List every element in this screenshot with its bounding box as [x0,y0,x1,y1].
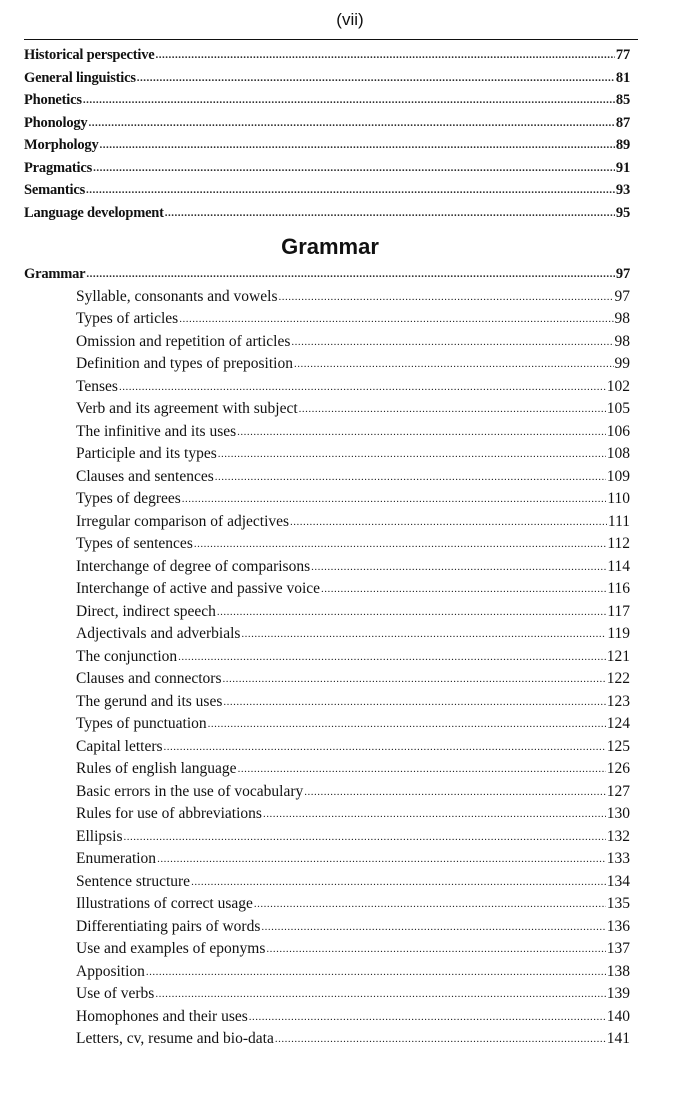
toc-entry-title: Omission and repetition of articles [76,332,291,350]
toc-entry-page: 141 [606,1030,630,1047]
toc-entry-title: Tenses [76,377,118,395]
toc-entry-title: Letters, cv, resume and bio-data [76,1030,274,1047]
toc-leader-dots [119,376,606,399]
toc-entry-page: 124 [606,715,630,732]
toc-subentry [24,353,630,376]
toc-leader-dots [275,1028,606,1051]
toc-subentry [24,623,630,646]
toc-leader-dots [299,398,606,421]
toc-entry-title: Rules for use of abbreviations [76,805,262,822]
toc-subentry [24,286,630,309]
toc-entry-title: Interchange of active and passive voice [76,580,321,597]
toc-entry-title: Clauses and sentences [76,467,214,485]
toc-entry-title: Adjectivals and adverbials [76,625,241,642]
toc-leader-dots [156,44,615,67]
toc-grammar-section [24,263,630,1051]
toc-entry-title: Direct, indirect speech [76,602,216,620]
toc-entry-page: 132 [606,827,630,845]
toc-entry-title: Language development [24,204,164,221]
toc-entry [24,134,630,157]
toc-entry-title: Types of punctuation [76,715,207,732]
toc-subentry [24,308,630,331]
toc-entry-page: 97 [615,266,630,282]
toc-entry-title: Definition and types of preposition [76,355,293,372]
toc-entry-title: Irregular comparison of adjectives [76,512,290,530]
toc-entry-page: 111 [607,512,630,530]
toc-subentry [24,578,630,601]
toc-entry-page: 109 [606,467,630,485]
toc-subentry [24,848,630,871]
toc-entry-page: 122 [606,670,630,687]
toc-entry-page: 98 [614,332,630,350]
toc-leader-dots [100,134,615,157]
toc-entry-page: 138 [606,962,630,980]
toc-entry-page: 121 [606,647,630,665]
toc-entry-page: 98 [614,310,630,327]
toc-entry-title: Enumeration [76,850,157,867]
toc-subentry [24,713,630,736]
toc-subentry [24,938,630,961]
toc-leader-dots [266,938,605,961]
toc-subentry [24,736,630,759]
toc-entry-title: Historical perspective [24,47,155,63]
toc-leader-dots [164,736,606,759]
toc-entry-page: 119 [607,625,630,642]
toc-leader-dots [86,263,614,286]
toc-entry-title: The conjunction [76,647,178,665]
toc-entry [24,89,630,112]
toc-subentry [24,781,630,804]
toc-leader-dots [179,308,613,331]
toc-entry-page: 87 [615,114,630,131]
toc-entry-title: Verb and its agreement with subject [76,400,298,417]
toc-entry-page: 139 [606,985,630,1002]
toc-entry-page: 108 [606,445,630,462]
toc-entry-title: Interchange of degree of comparisons [76,557,311,575]
toc-leader-dots [261,916,605,939]
toc-leader-dots [137,67,615,90]
toc-entry [24,112,630,135]
toc-entry-page: 93 [615,182,630,198]
toc-subentry [24,893,630,916]
toc-entry-title: Clauses and connectors [76,670,222,687]
toc-leader-dots [165,202,615,225]
toc-entry-page: 106 [606,422,630,440]
toc-entry-title: Basic errors in the use of vocabulary [76,782,304,800]
page-number: (vii) [336,10,364,29]
toc-leader-dots [215,466,606,489]
toc-entry-page: 137 [606,940,630,957]
toc-leader-dots [146,961,606,984]
toc-entry-page: 77 [615,47,630,63]
toc-leader-dots [191,871,606,894]
toc-entry-page: 99 [614,355,630,372]
toc-entry-page: 130 [606,805,630,822]
toc-subentry [24,983,630,1006]
toc-entry-title: Use and examples of eponyms [76,940,266,957]
section-heading-grammar: Grammar [281,234,379,259]
toc-leader-dots [254,893,606,916]
toc-leader-dots [83,89,615,112]
toc-entry [24,67,630,90]
toc-entry-page: 134 [606,872,630,890]
toc-leader-dots [223,691,605,714]
toc-entry-page: 136 [606,917,630,935]
toc-entry-main [24,263,630,286]
toc-subentry [24,421,630,444]
toc-entry-title: Grammar [24,266,86,282]
header-rule [24,39,638,40]
toc-leader-dots [86,179,615,202]
toc-leader-dots [182,488,607,511]
toc-subentry [24,331,630,354]
toc-leader-dots [249,1006,606,1029]
toc-leader-dots [241,623,606,646]
toc-entry-page: 105 [606,400,630,417]
toc-entry-title: Differentiating pairs of words [76,917,261,935]
toc-leader-dots [124,826,606,849]
toc-subentry [24,646,630,669]
toc-entry-page: 117 [607,602,630,620]
toc-entry-page: 81 [615,69,630,86]
toc-leader-dots [194,533,606,556]
toc-entry-title: Syllable, consonants and vowels [76,287,278,305]
toc-leader-dots [237,421,606,444]
toc-leader-dots [263,803,606,826]
toc-subentry [24,826,630,849]
toc-entry-title: Types of sentences [76,535,193,552]
toc-entry-page: 112 [607,535,630,552]
toc-entry-title: Homophones and their uses [76,1007,248,1025]
toc-subentry [24,1006,630,1029]
toc-subentry [24,556,630,579]
toc-entry [24,157,630,180]
toc-entry-page: 85 [615,92,630,108]
toc-entry-title: Phonetics [24,92,82,108]
toc-entry [24,179,630,202]
toc-leader-dots [155,983,605,1006]
toc-subentry [24,488,630,511]
toc-leader-dots [278,286,613,309]
toc-subentry [24,668,630,691]
toc-entry-title: Phonology [24,114,88,131]
toc-entry-title: Types of articles [76,310,179,327]
toc-entry-title: Ellipsis [76,827,123,845]
toc-entry-title: Use of verbs [76,985,155,1002]
toc-subentry [24,398,630,421]
toc-entry-page: 97 [614,287,630,305]
toc-subentry [24,758,630,781]
toc-entry-page: 116 [607,580,630,597]
toc-entry-title: Pragmatics [24,159,93,176]
toc-entry [24,202,630,225]
toc-leader-dots [311,556,606,579]
toc-leader-dots [217,601,606,624]
toc-leader-dots [223,668,606,691]
toc-entry-title: Rules of english language [76,760,237,777]
toc-leader-dots [304,781,605,804]
toc-entry-title: Semantics [24,182,86,198]
toc-entry-title: Types of degrees [76,490,181,507]
toc-entry-title: Participle and its types [76,445,217,462]
toc-leader-dots [88,112,614,135]
toc-entry-title: Capital letters [76,737,163,755]
toc-linguistics-section [24,44,630,224]
toc-entry-page: 126 [606,760,630,777]
toc-subentry [24,443,630,466]
toc-entry-page: 114 [607,557,630,575]
toc-entry-page: 110 [607,490,630,507]
toc-entry [24,44,630,67]
toc-entry-page: 133 [606,850,630,867]
toc-subentry [24,691,630,714]
toc-entry-title: The gerund and its uses [76,692,223,710]
toc-leader-dots [238,758,606,781]
toc-entry-title: General linguistics [24,69,136,86]
toc-entry-title: Sentence structure [76,872,191,890]
toc-subentry [24,871,630,894]
toc-entry-title: Apposition [76,962,145,980]
toc-entry-page: 123 [606,692,630,710]
toc-entry-page: 102 [606,377,630,395]
toc-leader-dots [294,353,614,376]
toc-entry-page: 89 [615,137,630,153]
toc-leader-dots [218,443,606,466]
toc-leader-dots [208,713,606,736]
toc-entry-page: 95 [615,204,630,221]
toc-subentry [24,601,630,624]
toc-subentry [24,511,630,534]
toc-subentry [24,466,630,489]
toc-leader-dots [93,157,615,180]
toc-entry-title: The infinitive and its uses [76,422,237,440]
toc-entry-page: 135 [606,895,630,912]
toc-subentry [24,1028,630,1051]
toc-leader-dots [290,511,607,534]
toc-leader-dots [291,331,613,354]
toc-subentry [24,916,630,939]
toc-subentry [24,803,630,826]
toc-entry-title: Morphology [24,137,99,153]
toc-leader-dots [321,578,606,601]
toc-leader-dots [178,646,606,669]
toc-subentry [24,376,630,399]
toc-entry-page: 140 [606,1007,630,1025]
toc-subentry [24,961,630,984]
toc-entry-title: Illustrations of correct usage [76,895,253,912]
toc-entry-page: 125 [606,737,630,755]
toc-leader-dots [157,848,606,871]
toc-entry-page: 127 [606,782,630,800]
toc-subentry [24,533,630,556]
toc-entry-page: 91 [615,159,630,176]
